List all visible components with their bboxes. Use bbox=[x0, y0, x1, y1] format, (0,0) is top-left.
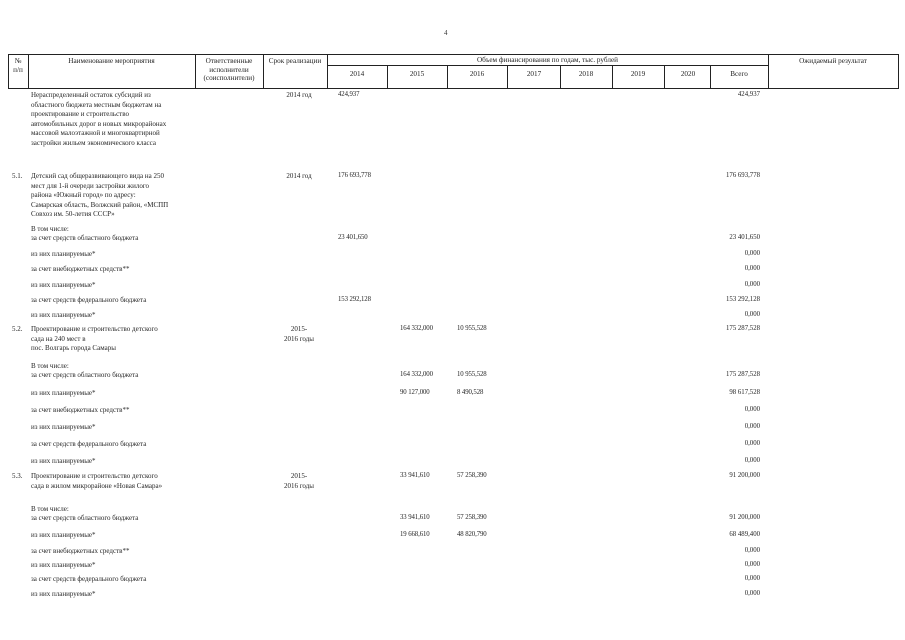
value-total: 153 292,128 bbox=[726, 296, 760, 303]
value-2016: 10 955,528 bbox=[457, 325, 487, 332]
row-number: 5.3. bbox=[12, 472, 23, 480]
value-total: 91 200,000 bbox=[729, 472, 760, 479]
value-total: 0,000 bbox=[744, 440, 760, 447]
row-name: из них планируемые* bbox=[31, 457, 96, 465]
value-2014: 23 401,650 bbox=[338, 234, 368, 241]
value-total: 0,000 bbox=[744, 281, 760, 288]
value-2014: 153 292,128 bbox=[338, 296, 371, 303]
value-2016: 57 258,390 bbox=[457, 472, 487, 479]
header-year: 2019 bbox=[630, 70, 646, 78]
value-total: 0,000 bbox=[744, 406, 760, 413]
row-name: за счет средств федерального бюджета bbox=[31, 575, 147, 583]
header-responsible: Ответственные исполнители (соисполнители) bbox=[203, 57, 255, 82]
row-name: за счет средств областного бюджета bbox=[31, 514, 139, 522]
header-result: Ожидаемый результат bbox=[799, 57, 867, 65]
row-name: В том числе: bbox=[31, 362, 69, 370]
value-total: 68 489,400 bbox=[729, 531, 760, 538]
row-name: из них планируемые* bbox=[31, 531, 96, 539]
row-number: 5.2. bbox=[12, 325, 23, 333]
row-name: за счет средств федерального бюджета bbox=[31, 440, 147, 448]
value-total: 0,000 bbox=[744, 575, 760, 582]
value-total: 175 287,528 bbox=[726, 325, 760, 332]
header-year: 2015 bbox=[409, 70, 425, 78]
row-name: из них планируемые* bbox=[31, 423, 96, 431]
value-total: 0,000 bbox=[744, 457, 760, 464]
header-col-border bbox=[387, 65, 388, 89]
value-total: 0,000 bbox=[744, 423, 760, 430]
value-total: 0,000 bbox=[744, 265, 760, 272]
row-name: из них планируемые* bbox=[31, 281, 96, 289]
row-name: Детский сад общеразвивающего вида на 250 мест для 1-й очереди застройки жилого района «Южный город» по адресу: Самарская область, Волжский район, «МСПП Совхоз им. 50-летия СССР» bbox=[31, 172, 169, 219]
header-col-border bbox=[507, 65, 508, 89]
row-name: из них планируемые* bbox=[31, 561, 96, 569]
value-total: 176 693,778 bbox=[726, 172, 760, 179]
value-2015: 164 332,000 bbox=[400, 325, 433, 332]
header-year: 2020 bbox=[680, 70, 696, 78]
row-name: Проектирование и строительство детского сада в жилом микрорайоне «Новая Самара» bbox=[31, 472, 163, 490]
value-2014: 176 693,778 bbox=[338, 172, 371, 179]
value-2014: 424,937 bbox=[338, 91, 360, 98]
value-2015: 164 332,000 bbox=[400, 371, 433, 378]
value-total: 424,937 bbox=[737, 91, 760, 98]
value-total: 98 617,528 bbox=[729, 389, 760, 396]
header-financing: Объем финансирования по годам, тыс. рублей bbox=[476, 56, 619, 64]
header-col-border bbox=[447, 65, 448, 89]
header-bottom-border bbox=[8, 88, 899, 89]
row-period: 2014 год bbox=[286, 172, 312, 180]
row-name: Проектирование и строительство детского сада на 240 мест в пос. Волгарь города Самары bbox=[31, 325, 158, 353]
value-2015: 33 941,610 bbox=[400, 472, 430, 479]
row-name: за счет внебюджетных средств** bbox=[31, 547, 130, 555]
value-2016: 57 258,390 bbox=[457, 514, 487, 521]
header-year: 2017 bbox=[526, 70, 542, 78]
header-total: Всего bbox=[730, 70, 748, 78]
header-year: 2016 bbox=[469, 70, 485, 78]
row-period: 2014 год bbox=[286, 91, 312, 99]
value-2016: 48 820,790 bbox=[457, 531, 487, 538]
row-name: за счет средств областного бюджета bbox=[31, 371, 139, 379]
header-num: № п/п bbox=[13, 57, 23, 74]
header-year: 2014 bbox=[349, 70, 365, 78]
header-name: Наименование мероприятия bbox=[68, 57, 155, 65]
header-period: Срок реализации bbox=[268, 57, 322, 65]
value-2016: 10 955,528 bbox=[457, 371, 487, 378]
row-name: из них планируемые* bbox=[31, 590, 96, 598]
value-2015: 33 941,610 bbox=[400, 514, 430, 521]
value-total: 23 401,650 bbox=[729, 234, 760, 241]
header-top-border bbox=[8, 54, 899, 55]
row-name: Нераспределенный остаток субсидий из областного бюджета местным бюджетам на проектирование и строительство автомобильных дорог в новых микрорайонах массовой малоэтажной и многоквартирной застройки жильем экономического класса bbox=[31, 91, 167, 147]
value-total: 0,000 bbox=[744, 547, 760, 554]
value-total: 0,000 bbox=[744, 590, 760, 597]
row-name: из них планируемые* bbox=[31, 311, 96, 319]
value-total: 175 287,528 bbox=[726, 371, 760, 378]
row-name: за счет внебюджетных средств** bbox=[31, 406, 130, 414]
header-financing-divider bbox=[327, 65, 768, 66]
row-name: за счет средств федерального бюджета bbox=[31, 296, 147, 304]
value-2015: 90 127,000 bbox=[400, 389, 430, 396]
value-2016: 8 490,528 bbox=[457, 389, 484, 396]
page-number: 4 bbox=[444, 29, 448, 37]
row-name: из них планируемые* bbox=[31, 250, 96, 258]
value-total: 0,000 bbox=[744, 561, 760, 568]
header-col-border bbox=[898, 54, 899, 89]
row-name: за счет внебюджетных средств** bbox=[31, 265, 130, 273]
value-total: 0,000 bbox=[744, 311, 760, 318]
row-number: 5.1. bbox=[12, 172, 23, 180]
row-period: 2015- 2016 годы bbox=[283, 325, 314, 343]
value-2015: 19 668,610 bbox=[400, 531, 430, 538]
value-total: 91 200,000 bbox=[729, 514, 760, 521]
row-period: 2015- 2016 годы bbox=[283, 472, 314, 490]
value-total: 0,000 bbox=[744, 250, 760, 257]
row-name: В том числе: bbox=[31, 225, 69, 233]
row-name: В том числе: bbox=[31, 505, 69, 513]
header-year: 2018 bbox=[578, 70, 594, 78]
row-name: за счет средств областного бюджета bbox=[31, 234, 139, 242]
row-name: из них планируемые* bbox=[31, 389, 96, 397]
